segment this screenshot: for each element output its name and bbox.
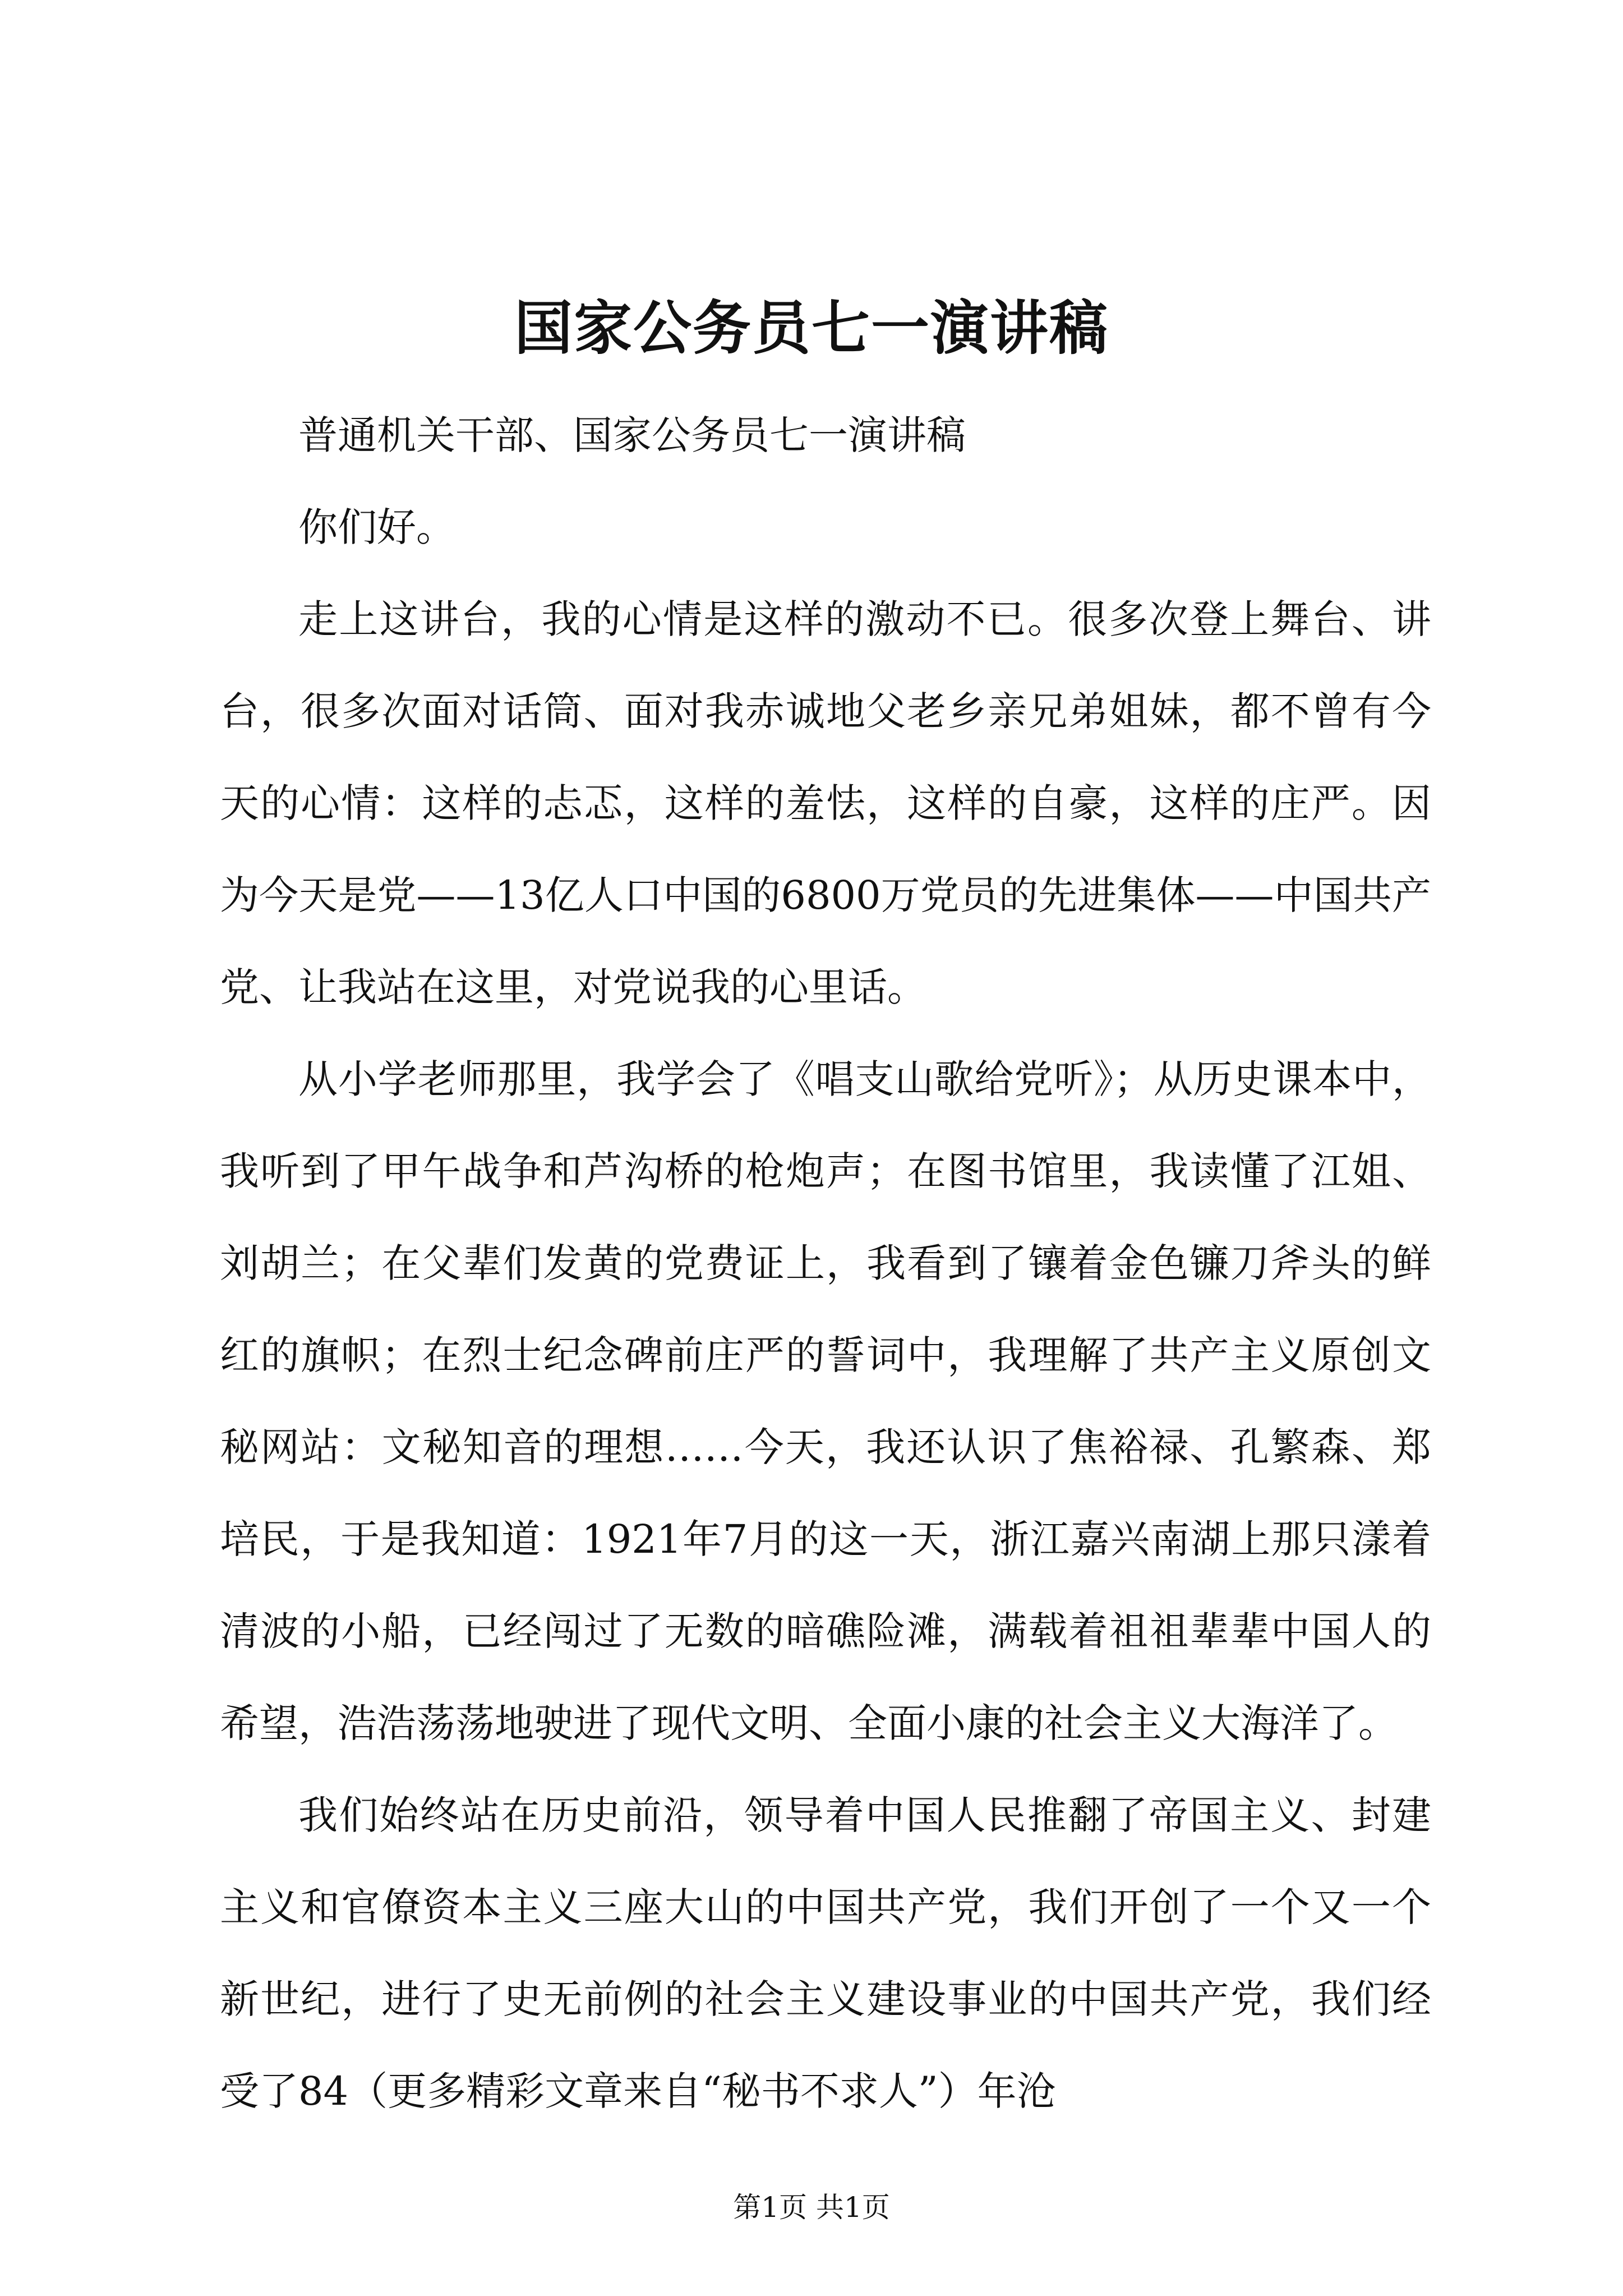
paragraph-body-3: 我们始终站在历史前沿，领导着中国人民推翻了帝国主义、封建主义和官僚资本主义三座大山的中国共产党，我们开创了一个又一个新世纪，进行了史无前例的社会主义建设事业的中国共产党，我们经受了84（更多精彩文章来自“秘书不求人”）年沧 [220,1792,1431,2114]
page-number-footer: 第1页 共1页 [733,2191,890,2224]
paragraph-greeting: 你们好。 [298,504,455,550]
paragraph-subtitle: 普通机关干部、国家公务员七一演讲稿 [298,412,966,458]
paragraph-body-2: 从小学老师那里，我学会了《唱支山歌给党听》；从历史课本中，我听到了甲午战争和芦沟桥的枪炮声；在图书馆里，我读懂了江姐、刘胡兰；在父辈们发黄的党费证上，我看到了镶着金色镰刀斧头的鲜红的旗帜；在烈士纪念碑前庄严的誓词中，我理解了共产主义原创文秘网站：文秘知音的理想……今天，我还认识了焦裕禄、孔繁森、郑培民，于是我知道：1921年7月的这一天，浙江嘉兴南湖上那只漾着清波的小船，已经闯过了无数的暗礁险滩，满载着祖祖辈辈中国人的希望，浩浩荡荡地驶进了现代文明、全面小康的社会主义大海洋了。 [220,1056,1431,1746]
paragraph-body-1: 走上这讲台，我的心情是这样的激动不已。很多次登上舞台、讲台，很多次面对话筒、面对我赤诚地父老乡亲兄弟姐妹，都不曾有今天的心情：这样的忐忑，这样的羞怯，这样的自豪，这样的庄严。因为今天是党——13亿人口中国的6800万党员的先进集体——中国共产党、让我站在这里，对党说我的心里话。 [220,596,1431,1010]
document-body [220,389,1431,2137]
document-title: 国家公务员七一演讲稿 [514,293,1109,362]
